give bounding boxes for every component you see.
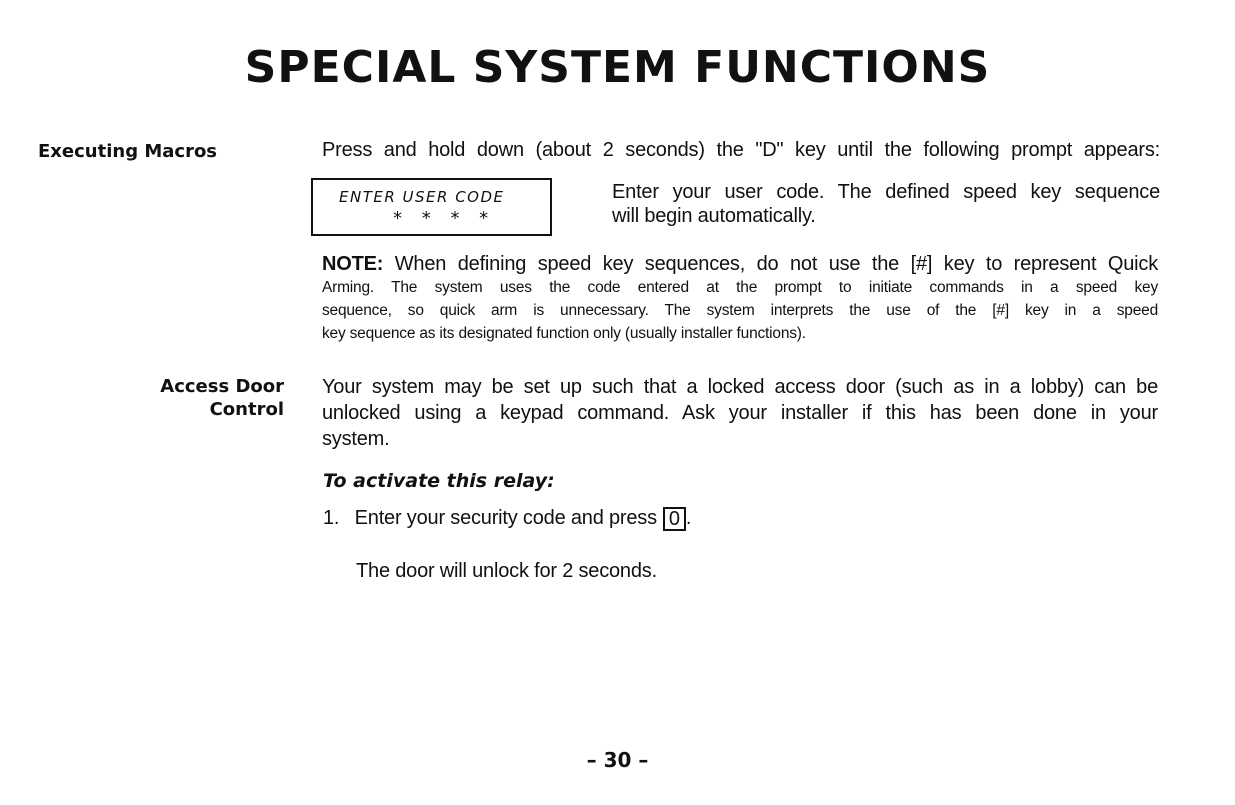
macros-instruction: Enter your user code. The defined speed key sequence will begin automatically. [612, 181, 1160, 227]
keypad-display [311, 178, 552, 236]
note-line-4: key sequence as its designated function only (usually installer functions). [322, 325, 806, 342]
relay-subheading: To activate this relay: [323, 470, 555, 492]
page-number: – 30 – [586, 748, 649, 772]
display-line-2: * * * * [393, 208, 496, 229]
display-line-1: ENTER USER CODE [339, 188, 505, 206]
step-1: 1. Enter your security code and press 0 . [323, 507, 692, 530]
note-line-1: NOTE: When defining speed key sequences, do not use the [#] key to represent Quick [322, 253, 1158, 275]
macros-note [322, 252, 1158, 345]
access-door-paragraph: Your system may be set up such that a locked access door (such as in a lobby) can be unlocked using a keypad command. Ask your installer if this has been done in your system. [322, 376, 1158, 450]
step-result: The door will unlock for 2 seconds. [356, 560, 657, 582]
note-line-2: Arming. The system uses the code entered at the prompt to initiate commands in a speed key [322, 279, 1158, 296]
section-heading-macros: Executing Macros [38, 141, 218, 162]
key-0-icon: 0 [663, 507, 686, 531]
section-heading-access-door: Access Door Control [160, 376, 284, 420]
note-line-3: sequence, so quick arm is unnecessary. The system interprets the use of the [#] key in a speed [322, 302, 1158, 319]
page-title: SPECIAL SYSTEM FUNCTIONS [244, 42, 991, 93]
note-label: NOTE: [322, 253, 384, 275]
step-number: 1. [323, 507, 340, 529]
macros-intro: Press and hold down (about 2 seconds) the "D" key until the following prompt appears: [322, 139, 1160, 161]
step-text: Enter your security code and press [354, 507, 657, 529]
